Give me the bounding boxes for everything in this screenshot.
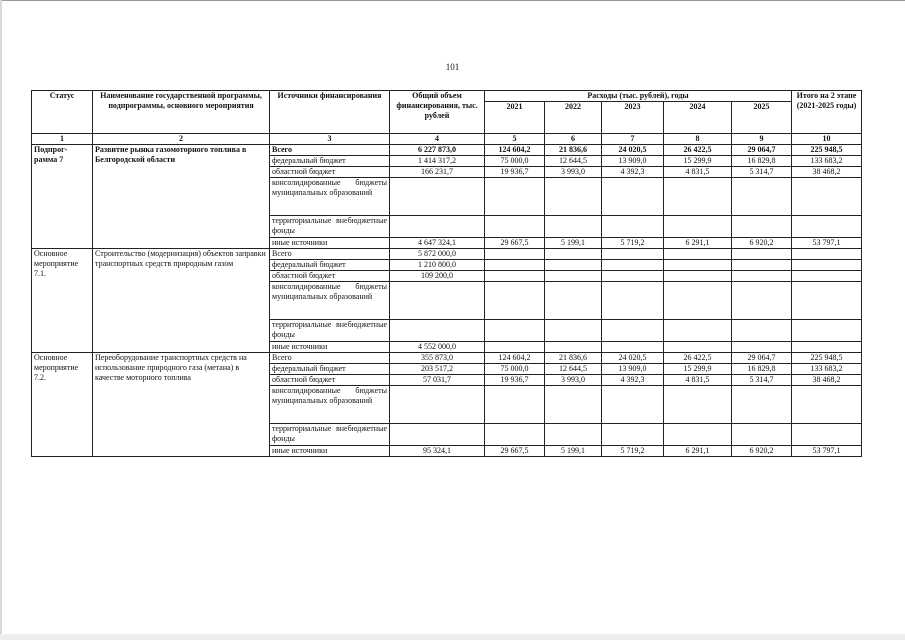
value-cell-y2024: 15 299,9 [664, 156, 732, 167]
value-cell-stage: 225 948,5 [792, 353, 862, 364]
value-cell-y2024 [664, 260, 732, 271]
value-cell-stage [792, 320, 862, 342]
value-cell-y2022 [545, 424, 602, 446]
value-cell-y2022 [545, 282, 602, 320]
value-cell-y2023 [602, 342, 664, 353]
scan-left-edge [0, 0, 2, 640]
value-cell-y2025 [732, 282, 792, 320]
column-number: 5 [485, 134, 545, 145]
value-cell-y2024 [664, 342, 732, 353]
value-cell-stage [792, 424, 862, 446]
value-cell-total [390, 320, 485, 342]
table-row [32, 145, 862, 156]
value-cell-y2023 [602, 282, 664, 320]
value-cell-stage [792, 386, 862, 424]
value-cell-y2025: 6 920,2 [732, 238, 792, 249]
header-status: Статус [32, 91, 93, 134]
funding-source: Всего [270, 249, 390, 260]
value-cell-y2021 [485, 260, 545, 271]
value-cell-y2024 [664, 386, 732, 424]
header-year: 2025 [732, 102, 792, 134]
page-number: 101 [445, 62, 460, 72]
value-cell-y2025: 29 064,7 [732, 145, 792, 156]
value-cell-y2025: 5 314,7 [732, 375, 792, 386]
value-cell-y2024 [664, 271, 732, 282]
header-year: 2021 [485, 102, 545, 134]
column-number: 1 [32, 134, 93, 145]
funding-source: консолидированные бюджеты муниципальных образований [270, 386, 390, 424]
value-cell-total: 203 517,2 [390, 364, 485, 375]
funding-source: федеральный бюджет [270, 364, 390, 375]
value-cell-y2021: 124 604,2 [485, 353, 545, 364]
value-cell-stage [792, 216, 862, 238]
value-cell-stage [792, 342, 862, 353]
value-cell-y2025 [732, 320, 792, 342]
value-cell-y2021 [485, 342, 545, 353]
value-cell-y2024: 6 291,1 [664, 446, 732, 457]
value-cell-y2021: 19 936,7 [485, 167, 545, 178]
value-cell-y2021 [485, 282, 545, 320]
value-cell-total [390, 178, 485, 216]
value-cell-y2021 [485, 320, 545, 342]
column-number: 2 [93, 134, 270, 145]
value-cell-y2023: 13 909,0 [602, 156, 664, 167]
value-cell-y2023 [602, 386, 664, 424]
value-cell-y2021 [485, 249, 545, 260]
value-cell-y2024: 4 831,5 [664, 375, 732, 386]
value-cell-stage: 225 948,5 [792, 145, 862, 156]
column-number: 9 [732, 134, 792, 145]
value-cell-y2024 [664, 282, 732, 320]
value-cell-total: 355 873,0 [390, 353, 485, 364]
value-cell-y2024 [664, 216, 732, 238]
value-cell-y2025 [732, 386, 792, 424]
value-cell-y2021: 75 000,0 [485, 364, 545, 375]
header-sources: Источники финансирования [270, 91, 390, 134]
value-cell-y2021: 124 604,2 [485, 145, 545, 156]
value-cell-y2025 [732, 271, 792, 282]
header-year: 2022 [545, 102, 602, 134]
value-cell-y2022 [545, 320, 602, 342]
funding-source: областной бюджет [270, 375, 390, 386]
table-row [32, 249, 862, 260]
value-cell-total [390, 282, 485, 320]
funding-source: территориальные внебюджетные фонды [270, 320, 390, 342]
value-cell-y2021: 29 667,5 [485, 238, 545, 249]
funding-source: иные источники [270, 238, 390, 249]
value-cell-y2024 [664, 249, 732, 260]
value-cell-stage: 38 468,2 [792, 167, 862, 178]
value-cell-y2023: 5 719,2 [602, 446, 664, 457]
value-cell-total: 57 031,7 [390, 375, 485, 386]
value-cell-total: 1 414 317,2 [390, 156, 485, 167]
value-cell-y2025: 16 829,8 [732, 364, 792, 375]
header-stage-total: Итого на 2 этапе (2021-2025 годы) [792, 91, 862, 134]
value-cell-y2023: 4 392,3 [602, 375, 664, 386]
value-cell-y2022: 12 644,5 [545, 364, 602, 375]
value-cell-y2022: 12 644,5 [545, 156, 602, 167]
value-cell-y2025 [732, 216, 792, 238]
header-year: 2023 [602, 102, 664, 134]
section-status: Основное мероприятие 7.1. [32, 249, 93, 353]
value-cell-y2023 [602, 216, 664, 238]
column-number: 8 [664, 134, 732, 145]
value-cell-y2022: 5 199,1 [545, 238, 602, 249]
header-year: 2024 [664, 102, 732, 134]
value-cell-total: 166 231,7 [390, 167, 485, 178]
value-cell-y2022: 5 199,1 [545, 446, 602, 457]
funding-source: федеральный бюджет [270, 156, 390, 167]
value-cell-y2024 [664, 178, 732, 216]
value-cell-total [390, 216, 485, 238]
value-cell-y2023 [602, 271, 664, 282]
value-cell-y2023: 4 392,3 [602, 167, 664, 178]
value-cell-y2023 [602, 320, 664, 342]
value-cell-y2023: 5 719,2 [602, 238, 664, 249]
table-row [32, 353, 862, 364]
value-cell-total: 95 324,1 [390, 446, 485, 457]
section-name: Переоборудование транспортных средств на использование природного газа (метана) в качестве моторного топлива [93, 353, 270, 457]
column-number: 7 [602, 134, 664, 145]
funding-source: иные источники [270, 446, 390, 457]
funding-source: территориальные внебюджетные фонды [270, 424, 390, 446]
column-number: 6 [545, 134, 602, 145]
funding-source: консолидированные бюджеты муниципальных образований [270, 282, 390, 320]
value-cell-y2023: 24 020,5 [602, 353, 664, 364]
value-cell-y2024: 26 422,5 [664, 145, 732, 156]
value-cell-y2025 [732, 178, 792, 216]
value-cell-y2023 [602, 178, 664, 216]
value-cell-y2025: 6 920,2 [732, 446, 792, 457]
value-cell-total [390, 386, 485, 424]
funding-source: федеральный бюджет [270, 260, 390, 271]
column-number: 3 [270, 134, 390, 145]
value-cell-stage [792, 282, 862, 320]
value-cell-y2021: 19 936,7 [485, 375, 545, 386]
value-cell-y2021 [485, 424, 545, 446]
header-name: Наименование государственной программы, подпрограммы, основного мероприятия [93, 91, 270, 134]
funding-source: областной бюджет [270, 167, 390, 178]
value-cell-y2021 [485, 271, 545, 282]
value-cell-y2021: 75 000,0 [485, 156, 545, 167]
value-cell-total: 109 200,0 [390, 271, 485, 282]
value-cell-total: 4 647 324,1 [390, 238, 485, 249]
value-cell-total: 6 227 873,0 [390, 145, 485, 156]
value-cell-total [390, 424, 485, 446]
value-cell-stage [792, 271, 862, 282]
funding-source: областной бюджет [270, 271, 390, 282]
value-cell-y2021: 29 667,5 [485, 446, 545, 457]
value-cell-y2023 [602, 260, 664, 271]
value-cell-y2024: 26 422,5 [664, 353, 732, 364]
value-cell-y2022 [545, 178, 602, 216]
value-cell-y2022 [545, 386, 602, 424]
value-cell-y2023: 13 909,0 [602, 364, 664, 375]
value-cell-y2021 [485, 386, 545, 424]
column-number: 10 [792, 134, 862, 145]
scan-top-edge [0, 0, 905, 4]
value-cell-y2022: 3 993,0 [545, 167, 602, 178]
column-number: 4 [390, 134, 485, 145]
header-expenses: Расходы (тыс. рублей), годы [485, 91, 792, 102]
value-cell-y2022: 21 836,6 [545, 353, 602, 364]
funding-source: Всего [270, 145, 390, 156]
value-cell-y2024: 6 291,1 [664, 238, 732, 249]
value-cell-total: 5 872 000,0 [390, 249, 485, 260]
value-cell-y2022 [545, 216, 602, 238]
header-total: Общий объем финансирования, тыс. рублей [390, 91, 485, 134]
value-cell-y2022 [545, 271, 602, 282]
value-cell-y2025 [732, 249, 792, 260]
value-cell-y2025: 5 314,7 [732, 167, 792, 178]
value-cell-total: 1 210 800,0 [390, 260, 485, 271]
value-cell-stage: 133 683,2 [792, 156, 862, 167]
value-cell-y2025 [732, 260, 792, 271]
value-cell-stage: 133 683,2 [792, 364, 862, 375]
value-cell-stage [792, 178, 862, 216]
value-cell-stage [792, 260, 862, 271]
funding-source: консолидированные бюджеты муниципальных образований [270, 178, 390, 216]
value-cell-y2024: 15 299,9 [664, 364, 732, 375]
funding-source: территориальные внебюджетные фонды [270, 216, 390, 238]
value-cell-y2023 [602, 424, 664, 446]
funding-source: иные источники [270, 342, 390, 353]
header-row-1 [32, 91, 862, 102]
scan-bottom-edge [0, 634, 905, 640]
section-status: Основное мероприятие 7.2. [32, 353, 93, 457]
value-cell-stage: 53 797,1 [792, 238, 862, 249]
value-cell-y2025 [732, 342, 792, 353]
financing-table [31, 90, 862, 457]
value-cell-total: 4 552 000,0 [390, 342, 485, 353]
section-name: Развитие рынка газомоторного топлива в Белгородской области [93, 145, 270, 249]
value-cell-y2025: 29 064,7 [732, 353, 792, 364]
section-status: Подпрог-рамма 7 [32, 145, 93, 249]
value-cell-y2025 [732, 424, 792, 446]
value-cell-stage [792, 249, 862, 260]
value-cell-y2022: 3 993,0 [545, 375, 602, 386]
funding-source: Всего [270, 353, 390, 364]
value-cell-y2024 [664, 424, 732, 446]
value-cell-y2024 [664, 320, 732, 342]
value-cell-stage: 53 797,1 [792, 446, 862, 457]
value-cell-y2022 [545, 260, 602, 271]
value-cell-y2025: 16 829,8 [732, 156, 792, 167]
value-cell-y2022: 21 836,6 [545, 145, 602, 156]
value-cell-y2023 [602, 249, 664, 260]
value-cell-y2022 [545, 342, 602, 353]
section-name: Строительство (модернизация) объектов заправки транспортных средств природным газом [93, 249, 270, 353]
value-cell-y2021 [485, 178, 545, 216]
value-cell-y2022 [545, 249, 602, 260]
value-cell-y2023: 24 020,5 [602, 145, 664, 156]
value-cell-y2024: 4 831,5 [664, 167, 732, 178]
value-cell-y2021 [485, 216, 545, 238]
column-number-row [32, 134, 862, 145]
value-cell-stage: 38 468,2 [792, 375, 862, 386]
